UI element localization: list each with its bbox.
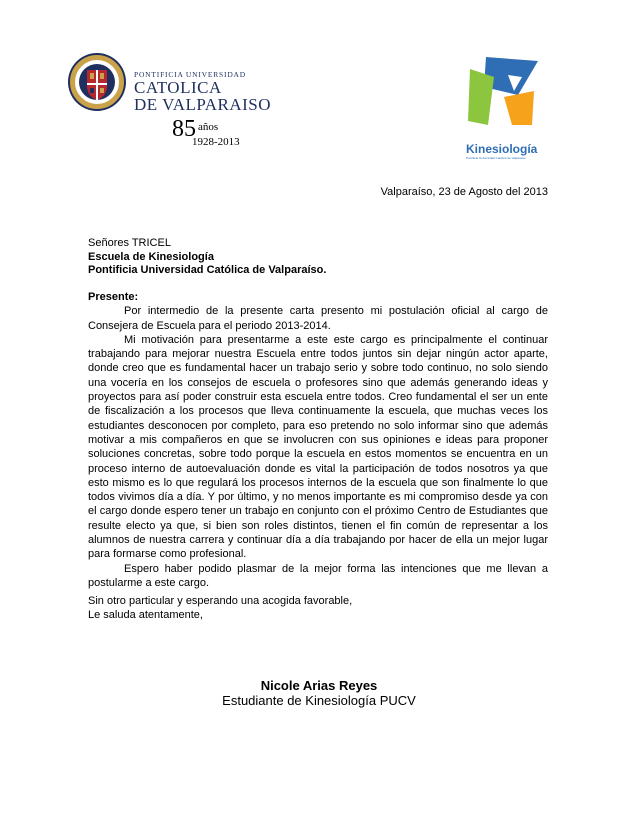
anniversary-word: años — [198, 121, 219, 133]
recipient-block — [88, 237, 326, 278]
closing-line2: Le saluda atentamente, — [88, 609, 203, 621]
salutation: Presente: — [88, 291, 139, 303]
university-name-line3: DE VALPARAISO — [134, 95, 272, 114]
recipient-line1: Señores TRICEL — [88, 237, 171, 249]
letter-body — [88, 290, 548, 590]
signature-role: Estudiante de Kinesiología PUCV — [222, 693, 416, 708]
closing-block — [88, 594, 352, 622]
recipient-line3: Pontificia Universidad Católica de Valparaíso. — [88, 264, 327, 276]
signature-name: Nicole Arias Reyes — [260, 678, 378, 693]
program-logo-subtext: Pontificia Universidad Católica de Valparaíso — [466, 156, 526, 160]
university-name-line1: PONTIFICIA UNIVERSIDAD — [134, 70, 246, 79]
letter-date: Valparaíso, 23 de Agosto del 2013 — [380, 186, 548, 198]
kinesiologia-logo — [464, 55, 540, 127]
university-name — [134, 70, 271, 113]
university-name-line2: CATOLICA — [134, 78, 222, 97]
university-seal-logo — [67, 52, 127, 112]
paragraph-2: Mi motivación para presentarme a este este cargo es principalmente el continuar trabajando para mejorar nuestra Escuela entre todos juntos sin dejar ningún actor aparte, donde creo que es fundamental hacer un trabajo serio y sobre todo continuo, no solo siendo una vocería en los consejos de escuela o profesores sino que además generando ideas y proyectos para así poder construir esta escuela entre todos. Creo fundamental el ser un ente de fiscalización a los procesos que lleva continuamente la escuela, que muchas veces los estudiantes desconocen por completo, para eso pretendo no solo informar sino que además motivar a mis compañeros en que se involucren con sus opiniones e ideas para proponer soluciones concretas, sobre todo porque la escuela en estos momentos se encuentra en un proceso interno de autoevaluación donde es vital la participación de todos nosotros ya que esto mismo es lo que regulará los procesos internos de la escuela que son finalmente lo que todos vivimos día a día. Y por último, y no menos importante es mi compromiso desde ya con el cargo donde espero tener un trabajo en conjunto con el próximo Centro de Estudiantes que resulte electo ya que, si bien son roles distintos, tienen el fin común de representar a los alumnos de nuestra carrera y continuar día a día trabajando por hacer de ella un mejor lugar para formarse como profesional. — [88, 333, 548, 561]
paragraph-3: Espero haber podido plasmar de la mejor forma las intenciones que me llevan a postularme a este cargo. — [88, 562, 548, 589]
anniversary-years: 1928-2013 — [192, 136, 240, 148]
program-logo-text: Kinesiología — [466, 142, 538, 156]
closing-line1: Sin otro particular y esperando una acogida favorable, — [88, 595, 353, 607]
paragraph-1: Por intermedio de la presente carta presento mi postulación oficial al cargo de Consejera de Escuela para el periodo 2013-2014. — [88, 305, 548, 332]
recipient-line2: Escuela de Kinesiología — [88, 250, 214, 263]
anniversary-number: 85 — [172, 116, 196, 142]
